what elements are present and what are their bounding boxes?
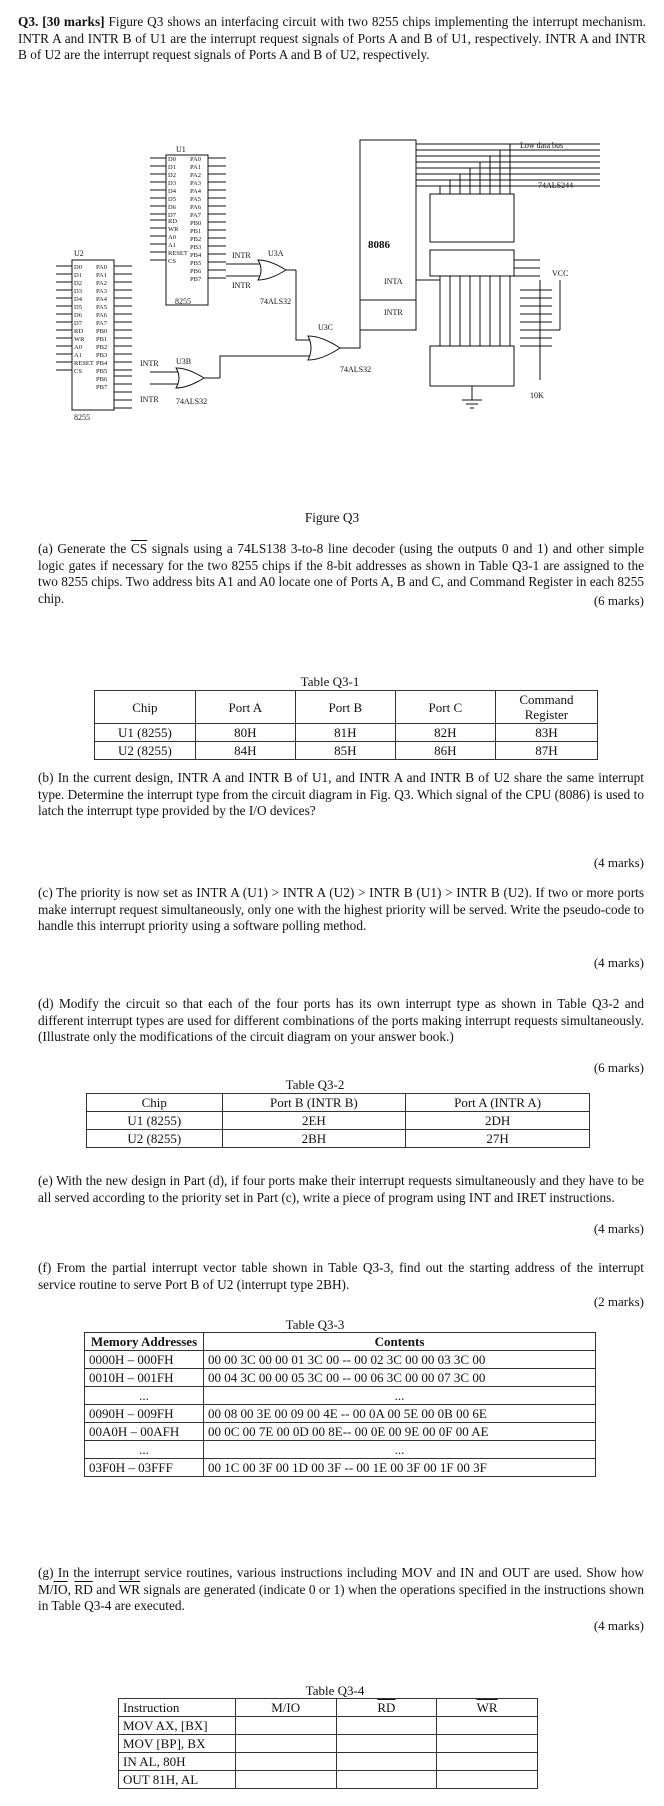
- u1-ctrl-pin-label: A1: [168, 242, 176, 249]
- mio-header: M/IO: [271, 1700, 301, 1715]
- part-b-marks: (4 marks): [593, 855, 644, 870]
- part-g-text-mid1: ,: [67, 1581, 75, 1597]
- u1-pb-pin-label: PB7: [190, 276, 202, 283]
- table1-header: Port C: [395, 691, 495, 724]
- table-row: [85, 1441, 596, 1459]
- u1-pb-pin-label: PB5: [190, 260, 202, 267]
- u2-pb-pin-label: PB0: [96, 328, 108, 335]
- or-gate-u3a: [258, 260, 286, 280]
- part-c-marks: (4 marks): [593, 955, 644, 970]
- table-q3-1: [94, 690, 598, 760]
- table-cell: [437, 1717, 538, 1735]
- u2-chip-label: 8255: [74, 413, 90, 422]
- table4-caption: Table Q3-4: [305, 1683, 365, 1698]
- table-cell: MOV [BP], BX: [119, 1735, 236, 1753]
- u1-ctrl-pin-label: WR: [168, 226, 179, 233]
- table-cell: [235, 1717, 336, 1735]
- table-cell: ...: [85, 1441, 204, 1459]
- table-row: [85, 1387, 596, 1405]
- u2-data-pin-label: D2: [74, 280, 82, 287]
- table-cell: 00 1C 00 3F 00 1D 00 3F -- 00 1E 00 3F 00 1F 00 3F: [204, 1459, 596, 1477]
- table-cell: OUT 81H, AL: [119, 1771, 236, 1789]
- part-b: (b) In the current design, INTR A and INTR B of U1, and INTR A and INTR B of U2 share the same interrupt type. Determine the interrupt type from the circuit diagram in Fig. Q3. Which signal of the CPU (8086) is used to latch the interrupt type provided by the I/O devices?: [38, 770, 644, 819]
- u1-data-pin-label: D4: [168, 188, 176, 195]
- table4-header: [336, 1699, 437, 1717]
- table4-header: [437, 1699, 538, 1717]
- u1-pb-pin-label: PB4: [190, 252, 202, 259]
- part-a-text-pre: (a) Generate the: [38, 541, 131, 556]
- u2-pa-pin-label: PA1: [96, 272, 107, 279]
- or-gate-u3b: [176, 368, 204, 388]
- u2-pa-pin-label: PA7: [96, 320, 107, 327]
- part-g-text-mid2: and: [92, 1581, 119, 1597]
- u2-pa-pin-label: PA5: [96, 304, 107, 311]
- u1-pa-pin-label: PA3: [190, 180, 201, 187]
- table-cell: 85H: [295, 742, 395, 760]
- u1-pb-pin-label: PB0: [190, 220, 202, 227]
- u1-pa-pin-label: PA7: [190, 212, 201, 219]
- part-g-marks: (4 marks): [593, 1618, 644, 1633]
- table-cell: ...: [204, 1387, 596, 1405]
- u1-data-pin-label: D6: [168, 204, 176, 211]
- u2-pb-pin-label: PB4: [96, 360, 108, 367]
- table-cell: 81H: [295, 724, 395, 742]
- u1-label: U1: [176, 145, 186, 154]
- u2-data-pin-label: D0: [74, 264, 82, 271]
- vcc-label: VCC: [552, 269, 569, 278]
- u2-pb-pin-label: PB2: [96, 344, 108, 351]
- table1-header: Port A: [195, 691, 295, 724]
- u1-ctrl-pin-label: RESET: [168, 250, 188, 257]
- u2-pb-pin-label: PB1: [96, 336, 108, 343]
- u1-pa-pin-label: PA0: [190, 156, 201, 163]
- table3-header: Memory Addresses: [85, 1333, 204, 1351]
- table-q3-2: [86, 1093, 590, 1148]
- table-row: [85, 1351, 596, 1369]
- question-intro: [18, 14, 646, 64]
- low-bus-label: Low data bus: [520, 141, 564, 150]
- table-row: [85, 1369, 596, 1387]
- u1-ctrl-pin-label: RD: [168, 218, 178, 225]
- u2-ctrl-pin-label: CS: [74, 368, 82, 375]
- wr-signal: $\overline{WR}$: [118, 1581, 141, 1597]
- u2-data-pin-label: D3: [74, 288, 82, 295]
- table-cell: 00 0C 00 7E 00 0D 00 8E-- 00 0E 00 9E 00 0F 00 AE: [204, 1423, 596, 1441]
- table1-caption: Table Q3-1: [300, 674, 360, 689]
- part-e-marks: (4 marks): [593, 1221, 644, 1236]
- table-cell: [235, 1753, 336, 1771]
- table2-caption: Table Q3-2: [285, 1077, 345, 1092]
- table-cell: [336, 1717, 437, 1735]
- table-row: [119, 1717, 538, 1735]
- table-row: [85, 1405, 596, 1423]
- part-g-text-post: signals are generated (indicate 0 or 1) when the operations specified in the instructions shown in Table Q3-4 are executed.: [38, 1581, 645, 1614]
- u2-pa-pin-label: PA6: [96, 312, 107, 319]
- u1-data-pin-label: D2: [168, 172, 176, 179]
- u1-data-pin-label: D3: [168, 180, 176, 187]
- table2-header: Chip: [87, 1094, 223, 1112]
- table-cell: 2EH: [222, 1112, 406, 1130]
- table-cell: 2BH: [222, 1130, 406, 1148]
- table-q3-3: [84, 1332, 596, 1477]
- buffer-label: 74ALS244: [538, 181, 574, 190]
- u2-pb-pin-label: PB5: [96, 368, 108, 375]
- figure-caption: Figure Q3: [304, 510, 360, 525]
- part-d-marks: (6 marks): [593, 1060, 644, 1075]
- table-row: [87, 1130, 590, 1148]
- table4-header: [235, 1699, 336, 1717]
- table-cell: [336, 1753, 437, 1771]
- table-row: [119, 1771, 538, 1789]
- u2-pa-pin-label: PA3: [96, 288, 107, 295]
- table3-caption: Table Q3-3: [285, 1317, 345, 1332]
- u2-ctrl-pin-label: A1: [74, 352, 82, 359]
- intr-cpu-label: INTR: [384, 308, 403, 317]
- part-g-text-pre: (g) In the interrupt service routines, various instructions including MOV and IN and OUT are used. Show how M/: [38, 1565, 644, 1597]
- table-row: [87, 1112, 590, 1130]
- circuit-diagram: [0, 141, 664, 520]
- u2-pa-pin-label: PA2: [96, 280, 107, 287]
- table-cell: U1 (8255): [87, 1112, 223, 1130]
- rd-header: $\overline{RD}$: [377, 1700, 396, 1715]
- table4-header: Instruction: [119, 1699, 236, 1717]
- table-cell: 80H: [195, 724, 295, 742]
- table-cell: IN AL, 80H: [119, 1753, 236, 1771]
- u2-pa-pin-label: PA0: [96, 264, 107, 271]
- table2-header: Port B (INTR B): [222, 1094, 406, 1112]
- part-a-marks: (6 marks): [593, 593, 644, 608]
- table-cell: 86H: [395, 742, 495, 760]
- table2-header: Port A (INTR A): [406, 1094, 590, 1112]
- intr-a-u2-label: INTR: [140, 395, 159, 404]
- question-text: Figure Q3 shows an interfacing circuit with two 8255 chips implementing the interrupt mechanism. INTR A and INTR B of U1 are the interrupt request signals of Ports A and B of U1, respectively. INTR A and INTR B of U2 are the interrupt request signals of Ports A and B of U2, respectively.: [18, 14, 646, 63]
- u2-ctrl-pin-label: RESET: [74, 360, 94, 367]
- gate-u3a-part: 74ALS32: [260, 297, 292, 306]
- table-cell: 0010H – 001FH: [85, 1369, 204, 1387]
- u1-ctrl-pin-label: A0: [168, 234, 176, 241]
- table-cell: 87H: [495, 742, 597, 760]
- table-cell: MOV AX, [BX]: [119, 1717, 236, 1735]
- table-row: [119, 1753, 538, 1771]
- gate-u3b-part: 74ALS32: [176, 397, 208, 406]
- inta-label: INTA: [384, 277, 403, 286]
- gate-u3c-label: U3C: [318, 323, 334, 332]
- table-cell: [235, 1735, 336, 1753]
- part-e: (e) With the new design in Part (d), if four ports make their interrupt requests simultaneously and they have to be all served according to the priority set in Part (c), write a piece of program using INT and IRET instructions.: [38, 1173, 644, 1205]
- table-cell: [235, 1771, 336, 1789]
- table1-header: Port B: [295, 691, 395, 724]
- gate-u3a-label: U3A: [268, 249, 284, 258]
- table-row: [85, 1423, 596, 1441]
- u1-pa-pin-label: PA2: [190, 172, 201, 179]
- u1-data-pin-label: D1: [168, 164, 176, 171]
- table1-header: Command Register: [495, 691, 597, 724]
- u1-pa-pin-label: PA6: [190, 204, 201, 211]
- resistor-label: 10K: [530, 391, 544, 400]
- resistor-pack: [430, 346, 514, 386]
- or-gate-u3c: [308, 336, 340, 360]
- cpu-label: 8086: [368, 239, 390, 251]
- table-cell: 0000H – 000FH: [85, 1351, 204, 1369]
- u2-ctrl-pin-label: RD: [74, 328, 84, 335]
- table-cell: U2 (8255): [87, 1130, 223, 1148]
- u1-data-pin-label: D0: [168, 156, 176, 163]
- table-cell: [437, 1771, 538, 1789]
- u2-data-pin-label: D5: [74, 304, 82, 311]
- question-marks: [30 marks]: [42, 14, 105, 29]
- part-a-text-post: signals using a 74LS138 3-to-8 line decoder (using the outputs 0 and 1) and other simple logic gates if necessary for the two 8255 chips if the 8-bit addresses as shown in Table Q3-1 are assigned to the two 8255 chips. Two address bits A1 and A0 locate one of Ports A, B and C, and Command Register in each 8255 chip.: [38, 541, 644, 606]
- u2-pb-pin-label: PB3: [96, 352, 108, 359]
- part-d: (d) Modify the circuit so that each of the four ports has its own interrupt type as shown in Table Q3-2 and different interrupt types are used for different combinations of the ports making interrupt requests simultaneously. (Illustrate only the modifications of the circuit diagram on your answer book.): [38, 996, 644, 1045]
- buffer-74als244: [430, 194, 514, 242]
- part-c: (c) The priority is now set as INTR A (U1) > INTR A (U2) > INTR B (U1) > INTR B (U2). If two or more ports make interrupt request simultaneously, only one with the highest priority will be served. Write the pseudo-code to handle this interrupt priority using a software polling method.: [38, 885, 644, 934]
- u1-pb-pin-label: PB6: [190, 268, 202, 275]
- table-cell: 0090H – 009FH: [85, 1405, 204, 1423]
- u2-pb-pin-label: PB7: [96, 384, 108, 391]
- io-signal: $\overline{IO}$: [53, 1581, 68, 1597]
- part-f-marks: (2 marks): [593, 1294, 644, 1309]
- table-cell: U2 (8255): [95, 742, 196, 760]
- table-row: [95, 742, 598, 760]
- table-row: [119, 1735, 538, 1753]
- gate-u3b-label: U3B: [176, 357, 192, 366]
- table-cell: 03F0H – 03FFF: [85, 1459, 204, 1477]
- table-cell: [336, 1735, 437, 1753]
- table-cell: ...: [85, 1387, 204, 1405]
- table-cell: 00 00 3C 00 00 01 3C 00 -- 00 02 3C 00 00 03 3C 00: [204, 1351, 596, 1369]
- u2-pb-pin-label: PB6: [96, 376, 108, 383]
- table3-header: Contents: [204, 1333, 596, 1351]
- table-cell: [336, 1771, 437, 1789]
- table-cell: 2DH: [406, 1112, 590, 1130]
- table-cell: 27H: [406, 1130, 590, 1148]
- table1-header: Chip: [95, 691, 196, 724]
- table-cell: 00 04 3C 00 00 05 3C 00 -- 00 06 3C 00 00 07 3C 00: [204, 1369, 596, 1387]
- u2-ctrl-pin-label: A0: [74, 344, 82, 351]
- u2-data-pin-label: D7: [74, 320, 82, 327]
- u1-pa-pin-label: PA4: [190, 188, 201, 195]
- table-cell: [437, 1753, 538, 1771]
- intr-a-u1-label: INTR: [232, 281, 251, 290]
- table-cell: 00A0H – 00AFH: [85, 1423, 204, 1441]
- table-cell: ...: [204, 1441, 596, 1459]
- u2-data-pin-label: D1: [74, 272, 82, 279]
- u1-pb-pin-label: PB3: [190, 244, 202, 251]
- u2-pa-pin-label: PA4: [96, 296, 107, 303]
- part-f: (f) From the partial interrupt vector table shown in Table Q3-3, find out the starting address of the interrupt service routine to serve Port B of U2 (interrupt type 2BH).: [38, 1260, 644, 1292]
- u1-pb-pin-label: PB1: [190, 228, 202, 235]
- question-number: Q3.: [18, 14, 39, 29]
- table-cell: 84H: [195, 742, 295, 760]
- u2-ctrl-pin-label: WR: [74, 336, 85, 343]
- table-row: [85, 1459, 596, 1477]
- u1-pa-pin-label: PA5: [190, 196, 201, 203]
- intr-b-u1-label: INTR: [232, 251, 251, 260]
- table-cell: U1 (8255): [95, 724, 196, 742]
- u1-pb-pin-label: PB2: [190, 236, 202, 243]
- u2-data-pin-label: D6: [74, 312, 82, 319]
- table-cell: 83H: [495, 724, 597, 742]
- part-g: [38, 1565, 644, 1615]
- table-q3-4: [118, 1698, 538, 1789]
- u1-ctrl-pin-label: CS: [168, 258, 176, 265]
- cs-signal: $\overline{CS}$: [130, 541, 148, 556]
- u2-label: U2: [74, 249, 84, 258]
- u2-data-pin-label: D4: [74, 296, 82, 303]
- cpu-8086: [360, 140, 416, 330]
- table-row: [95, 724, 598, 742]
- u1-data-pin-label: D5: [168, 196, 176, 203]
- u1-data-pin-label: D7: [168, 212, 176, 219]
- table-cell: 82H: [395, 724, 495, 742]
- u1-pa-pin-label: PA1: [190, 164, 201, 171]
- rd-signal: $\overline{RD}$: [74, 1581, 93, 1597]
- intr-b-u2-label: INTR: [140, 359, 159, 368]
- table-cell: 00 08 00 3E 00 09 00 4E -- 00 0A 00 5E 00 0B 00 6E: [204, 1405, 596, 1423]
- gate-u3c-part: 74ALS32: [340, 365, 372, 374]
- u1-chip-label: 8255: [175, 297, 191, 306]
- table-cell: [437, 1735, 538, 1753]
- wr-header: $\overline{WR}$: [476, 1700, 498, 1715]
